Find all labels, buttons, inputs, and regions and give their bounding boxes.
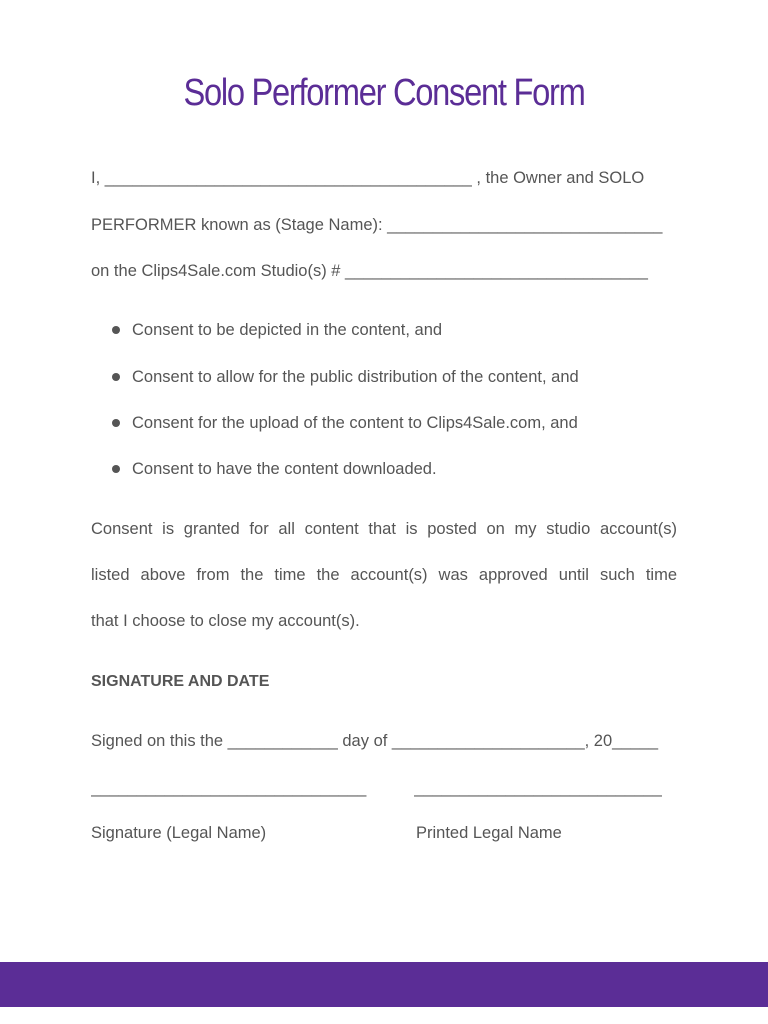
form-title: Solo Performer Consent Form [183,72,585,114]
bullet-icon [112,373,120,381]
printed-name-blank: ___________________________ [414,779,662,797]
consent-paragraph-line: listed above from the time the account(s) was approved until such time [91,566,677,584]
list-item-text: Consent to be depicted in the content, and [132,321,443,339]
signed-date-line: Signed on this the ____________ day of _____________________, 20_____ [91,732,659,750]
bullet-icon [112,419,120,427]
intro-line-owner: I, ________________________________________ , the Owner and SOLO [91,169,645,187]
list-item-text: Consent to have the content downloaded. [132,460,437,478]
consent-paragraph-line: Consent is granted for all content that is posted on my studio account(s) [91,520,677,538]
list-item [112,368,579,387]
list-item-text: Consent to allow for the public distribution of the content, and [132,368,579,386]
list-item [112,321,442,340]
intro-line-studio: on the Clips4Sale.com Studio(s) # _________________________________ [91,262,648,280]
signature-label: Signature (Legal Name) [91,824,267,842]
signature-heading: SIGNATURE AND DATE [91,673,270,690]
footer-bar [0,962,768,1007]
consent-paragraph-line: that I choose to close my account(s). [91,612,360,630]
list-item [112,414,578,433]
bullet-icon [112,326,120,334]
bullet-icon [112,465,120,473]
printed-name-label: Printed Legal Name [416,824,562,842]
list-item-text: Consent for the upload of the content to Clips4Sale.com, and [132,414,578,432]
list-item [112,460,437,479]
signature-blank: ______________________________ [91,779,367,797]
intro-line-stage-name: PERFORMER known as (Stage Name): ______________________________ [91,216,663,234]
